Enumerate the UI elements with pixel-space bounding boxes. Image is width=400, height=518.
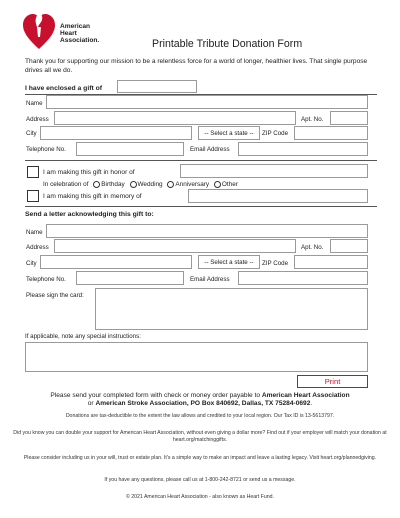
radio-birthday-label: Birthday: [101, 181, 125, 189]
heart-torch-icon: [22, 7, 56, 51]
ack-telephone-label: Telephone No.: [26, 276, 66, 283]
honor-checkbox[interactable]: [27, 166, 39, 178]
ack-zip-label: ZIP Code: [262, 260, 289, 267]
mailing-payee: American Heart Association: [261, 392, 350, 399]
radio-anniversary-label: Anniversary: [175, 181, 210, 189]
donor-name-input[interactable]: [46, 95, 368, 109]
mailing-address: American Stroke Association, PO Box 840692, Dallas, TX 75284-0692: [95, 400, 311, 408]
intro-text: Thank you for supporting our mission to be a relentless force for a world of longer, healthier lives. That single purpose drives all we do.: [25, 58, 368, 74]
mailing-line1-text: Please send your completed form with check or money order payable to: [50, 392, 262, 399]
mailing-line2-end: .: [310, 400, 313, 408]
questions-note: If you have any questions, please call us at 1-800-242-8721 or send us a message.: [104, 477, 296, 483]
donor-zip-label: ZIP Code: [262, 130, 289, 137]
org-name-line3: Association.: [60, 37, 100, 45]
mailing-line2: [12, 400, 388, 408]
donor-email-input[interactable]: [238, 142, 368, 156]
form-title: Printable Tribute Donation Form: [152, 38, 303, 50]
radio-other[interactable]: [214, 181, 221, 188]
print-button[interactable]: Print: [297, 375, 368, 388]
org-name: [60, 23, 99, 45]
memory-name-input[interactable]: [188, 189, 368, 203]
ack-address-input[interactable]: [54, 239, 296, 253]
memory-checkbox[interactable]: [27, 190, 39, 202]
divider: [25, 206, 377, 207]
ack-apt-label: Apt. No.: [301, 244, 324, 251]
org-name-line1: American: [60, 23, 91, 30]
ack-address-label: Address: [26, 244, 49, 251]
honor-label: I am making this gift in honor of: [43, 169, 135, 176]
donor-apt-label: Apt. No.: [301, 116, 324, 123]
ack-apt-input[interactable]: [330, 239, 368, 253]
instructions-textarea[interactable]: [25, 342, 368, 372]
ack-email-label: Email Address: [190, 276, 230, 283]
ack-zip-input[interactable]: [294, 255, 368, 269]
ack-city-label: City: [26, 260, 37, 267]
donor-name-label: Name: [26, 100, 43, 107]
radio-other-label: Other: [221, 181, 238, 189]
donor-city-label: City: [26, 130, 37, 137]
donor-zip-input[interactable]: [294, 126, 368, 140]
radio-wedding[interactable]: [130, 181, 137, 188]
donor-telephone-input[interactable]: [76, 142, 184, 156]
instructions-label: If applicable, note any special instructions:: [25, 333, 141, 340]
donor-city-input[interactable]: [40, 126, 192, 140]
donor-telephone-label: Telephone No.: [26, 146, 66, 153]
ack-city-input[interactable]: [40, 255, 192, 269]
ack-heading: Send a letter acknowledging this gift to:: [25, 211, 154, 218]
matching-gift-note: Did you know you can double your support for American Heart Association, without even giving a dollar more? Find out if your employer will match your donation at heart.org/matchinggifts.: [13, 430, 387, 443]
celebration-row: [43, 181, 238, 188]
ack-name-input[interactable]: [46, 224, 368, 238]
tax-note: Donations are tax-deductible to the extent the law allows and credited to your local region. Our Tax ID is 13-5613797.: [65, 413, 335, 419]
donor-address-label: Address: [26, 116, 49, 123]
honor-name-input[interactable]: [180, 164, 368, 178]
ack-email-input[interactable]: [238, 271, 368, 285]
signature-textarea[interactable]: [95, 288, 368, 330]
signature-label: Please sign the card:: [26, 292, 84, 299]
donor-email-label: Email Address: [190, 146, 230, 153]
memory-label: I am making this gift in memory of: [43, 193, 142, 200]
mailing-instructions: [12, 392, 388, 409]
ack-name-label: Name: [26, 229, 43, 236]
donor-address-input[interactable]: [54, 111, 296, 125]
radio-birthday[interactable]: [93, 181, 100, 188]
radio-anniversary[interactable]: [167, 181, 174, 188]
copyright: © 2021 American Heart Association - also known as Heart Fund.: [126, 494, 274, 500]
org-name-line2: Heart: [60, 30, 77, 38]
gift-label: I have enclosed a gift of: [25, 85, 103, 92]
radio-wedding-label: Wedding: [137, 181, 163, 189]
gift-amount-input[interactable]: [117, 80, 197, 93]
ack-telephone-input[interactable]: [76, 271, 184, 285]
donor-state-select[interactable]: -- Select a state --: [198, 126, 260, 140]
divider: [25, 160, 377, 161]
planned-giving-note: Please consider including us in your will, trust or estate plan. It's a simple way to make an impact and leave a lasting legacy. Visit heart.org/plannedgiving.: [23, 455, 377, 461]
celebration-label: In celebration of: [43, 181, 89, 189]
mailing-line1: [12, 392, 388, 400]
aha-logo: [22, 7, 56, 51]
ack-state-select[interactable]: -- Select a state --: [198, 255, 260, 269]
mailing-line2-text: or: [87, 400, 96, 408]
donor-apt-input[interactable]: [330, 111, 368, 125]
